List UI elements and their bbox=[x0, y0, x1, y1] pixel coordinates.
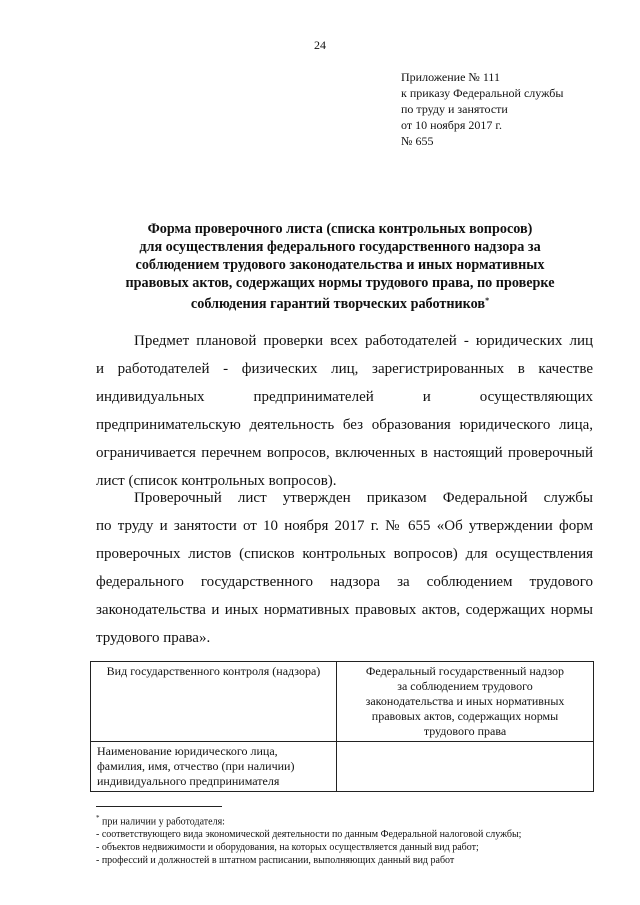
footnote-item: - объектов недвижимости и оборудования, на которых осуществляется данный вид работ; bbox=[96, 842, 479, 854]
paragraph-line: Проверочный лист утвержден приказом Федеральной службы bbox=[134, 490, 593, 506]
paragraph-approval bbox=[96, 484, 593, 652]
cell-line: Федеральный государственный надзор bbox=[365, 664, 565, 678]
table-cell-label: Вид государственного контроля (надзора) bbox=[91, 662, 337, 742]
footnote-marker: * bbox=[96, 814, 100, 822]
footnote-item: - соответствующего вида экономической деятельности по данным Федеральной налоговой службы; bbox=[96, 829, 522, 841]
title-line-last bbox=[80, 292, 600, 313]
appendix-line: Приложение № 111 bbox=[401, 70, 500, 84]
paragraph-line: законодательства и иных нормативных правовых актов, содержащих нормы bbox=[96, 602, 593, 618]
paragraph-line: трудового права». bbox=[96, 630, 211, 646]
paragraph-subject bbox=[96, 327, 593, 495]
table-cell-value bbox=[337, 662, 594, 742]
cell-line: фамилия, имя, отчество (при наличии) bbox=[97, 759, 295, 773]
paragraph-line: по труду и занятости от 10 ноября 2017 г. № 655 «Об утверждении форм bbox=[96, 518, 593, 534]
footnote-separator bbox=[96, 806, 222, 807]
appendix-line: по труду и занятости bbox=[401, 102, 508, 116]
control-info-table bbox=[90, 661, 594, 792]
paragraph-line: индивидуальных предпринимателей и осуществляющих bbox=[96, 389, 593, 405]
cell-line: правовых актов, содержащих нормы bbox=[371, 709, 559, 723]
title-line: соблюдением трудового законодательства и иных нормативных bbox=[135, 257, 545, 273]
cell-line: Наименование юридического лица, bbox=[97, 744, 278, 758]
table-cell-label bbox=[91, 742, 337, 792]
footnote-intro: при наличии у работодателя: bbox=[102, 816, 225, 828]
table-row bbox=[91, 742, 594, 792]
paragraph-line: проверочных листов (списков контрольных вопросов) для осуществления bbox=[96, 546, 593, 562]
cell-line: трудового права bbox=[423, 724, 507, 738]
title-line: правовых актов, содержащих нормы трудового права, по проверке bbox=[125, 275, 555, 291]
appendix-line: к приказу Федеральной службы bbox=[401, 86, 564, 100]
page-number: 24 bbox=[314, 38, 326, 52]
paragraph-line: федерального государственного надзора за соблюдением трудового bbox=[96, 574, 593, 590]
paragraph-line: лист (список контрольных вопросов). bbox=[96, 473, 337, 489]
title-line: Форма проверочного листа (списка контрольных вопросов) bbox=[147, 221, 533, 237]
title-line: для осуществления федерального государственного надзора за bbox=[139, 239, 541, 255]
paragraph-line: и работодателей - физических лиц, зарегистрированных в качестве bbox=[96, 361, 593, 377]
table-cell-value-empty bbox=[337, 742, 594, 792]
document-title bbox=[80, 220, 600, 313]
appendix-reference bbox=[401, 69, 563, 149]
cell-line: законодательства и иных нормативных bbox=[365, 694, 565, 708]
footnote-intro-line bbox=[96, 812, 521, 828]
paragraph-line: предпринимательскую деятельность без образования юридического лица, bbox=[96, 417, 593, 433]
table-row bbox=[91, 662, 594, 742]
appendix-line: от 10 ноября 2017 г. bbox=[401, 118, 502, 132]
paragraph-line: Предмет плановой проверки всех работодателей - юридических лиц bbox=[134, 333, 593, 349]
paragraph-line: ограничивается перечнем вопросов, включенных в настоящий проверочный bbox=[96, 445, 593, 461]
footnote bbox=[96, 812, 521, 867]
footnote-item: - профессий и должностей в штатном расписании, выполняющих данный вид работ bbox=[96, 855, 455, 867]
footnote-marker: * bbox=[485, 296, 490, 305]
appendix-line: № 655 bbox=[401, 134, 434, 148]
cell-line: за соблюдением трудового bbox=[397, 679, 533, 693]
cell-line: индивидуального предпринимателя bbox=[97, 774, 280, 788]
title-line-text: соблюдения гарантий творческих работников bbox=[190, 296, 486, 312]
